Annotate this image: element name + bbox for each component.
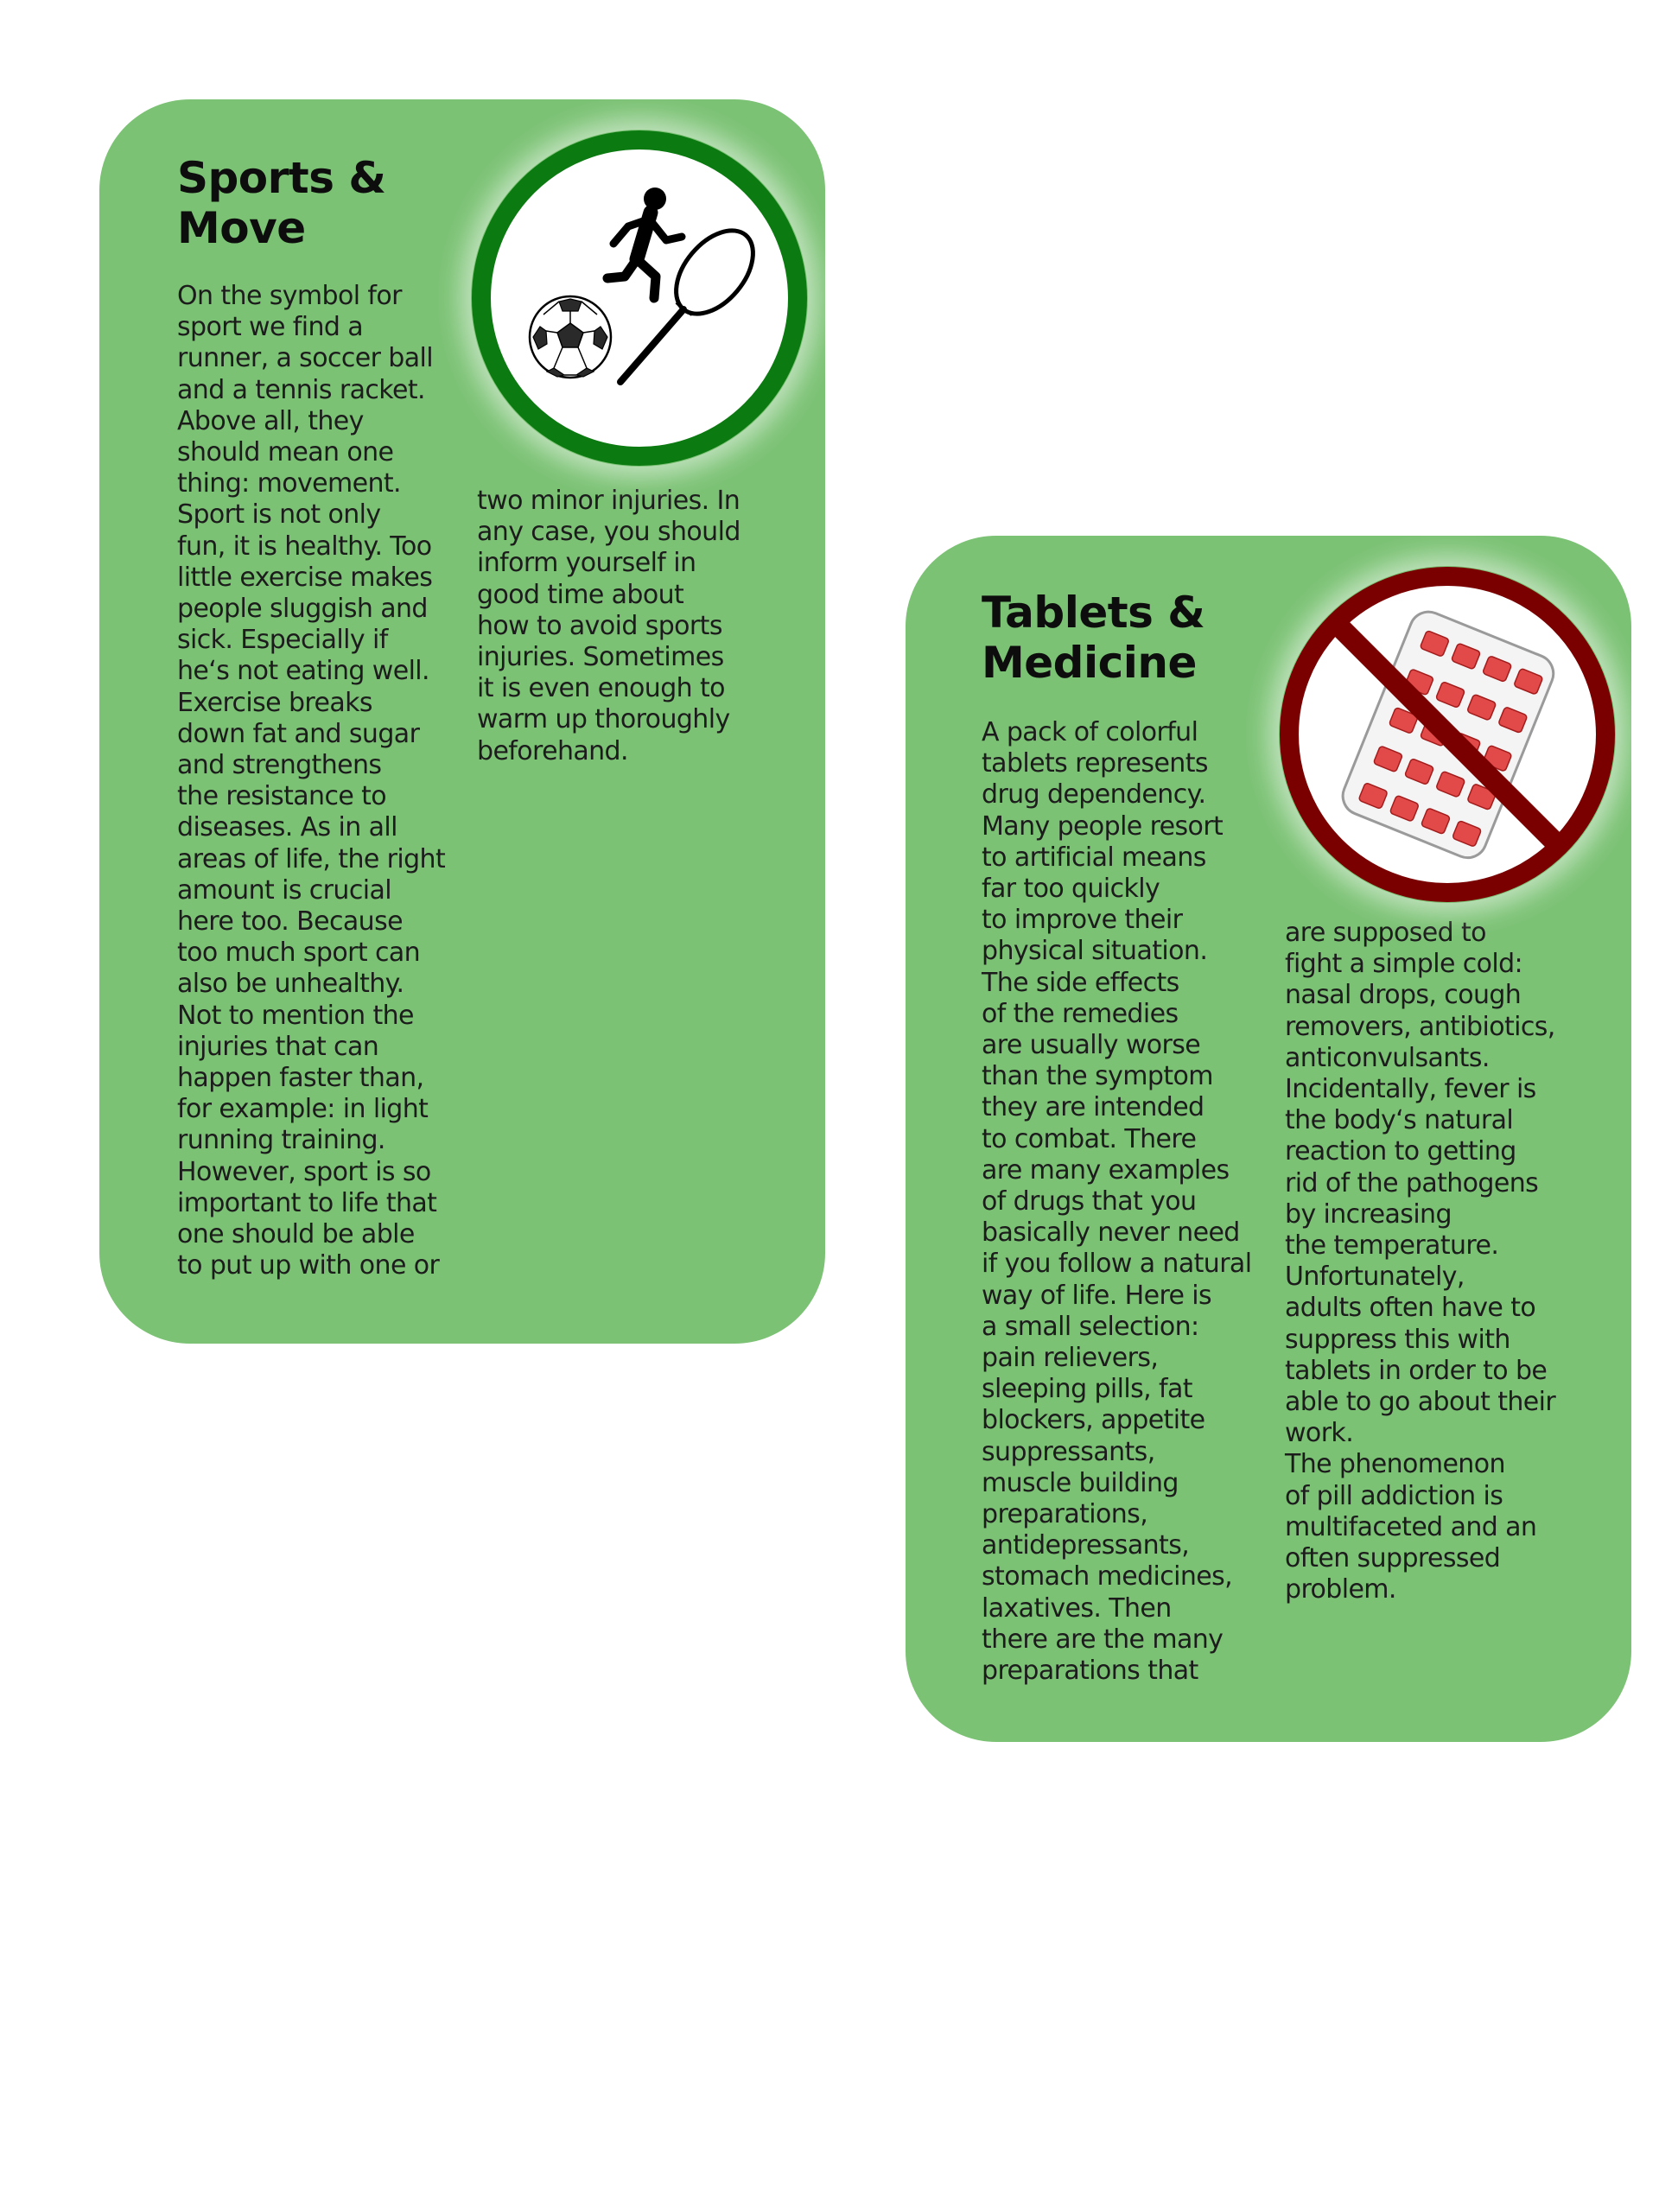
sports-card-title: Sports & Move	[177, 153, 386, 253]
tablets-card	[906, 536, 1631, 1742]
sports-card-text-column-1: On the symbol for sport we find a runner, a soccer ball and a tennis racket. Above all, they should mean one thing: movement. Sport is not only fun, it is healthy. Too little exercise makes people sluggish and sick. Especially if he‘s not eating well. Exercise breaks down fat and sugar and strengthens the resistance to diseases. As in all areas of life, the right amount is crucial here too. Because too much sport can also be unhealthy. Not to mention the injuries that can happen faster than, for example: in light running training. However, sport is so important to life that one should be able to put up with one or	[177, 281, 446, 1281]
sports-card	[99, 99, 825, 1344]
no-pills-icon	[1279, 566, 1616, 903]
sports-card-text-column-2: two minor injuries. In any case, you should inform yourself in good time about how to avoid sports injuries. Sometimes it is even enough to warm up thoroughly beforehand.	[477, 486, 741, 766]
sports-icon	[471, 130, 808, 467]
tablets-card-text-column-1: A pack of colorful tablets represents drug dependency. Many people resort to artificial means far too quickly to improve their physical situation. The side effects of the remedies are usually worse than the symptom they are intended to combat. There are many examples of drugs that you basically never need if you follow a natural way of life. Here is a small selection: pain relievers, sleeping pills, fat blockers, appetite suppressants, muscle building preparations, antidepressants, stomach medicines, laxatives. Then there are the many preparations that	[982, 717, 1252, 1687]
tablets-card-title: Tablets & Medicine	[982, 588, 1205, 688]
tablets-card-text-column-2: are supposed to fight a simple cold: nasal drops, cough removers, antibiotics, anticonvulsants. Incidentally, fever is the body‘s natural reaction to getting rid of the pathogens by increasing the temperature. Unfortunately, adults often have to suppress this with tablets in order to be able to go about their work. The phenomenon of pill addiction is multifaceted and an often suppressed problem.	[1285, 918, 1556, 1605]
